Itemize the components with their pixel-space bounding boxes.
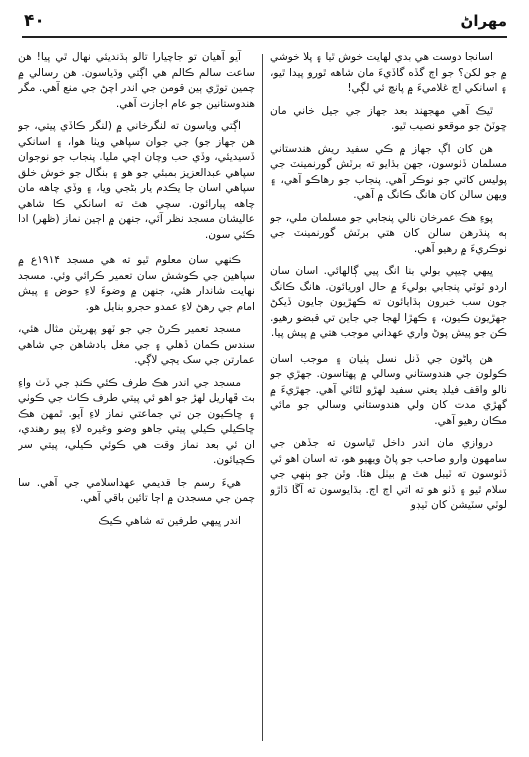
paragraph: هن کان اڳ جهاز ۾ ڪي سفيد ريش هندستاني مسلمان ڏٺوسون، جهن بڌايو ته برٽش گورنمينٽ جي پوليس کاتي جو نوڪر آهي. پنجاب جو رهاڪو آهي، ۽ ويهن سالن کان هانگ ڪانگ ۾ آهي. xyxy=(270,142,507,201)
paragraph: دروازي مان اندر داخل ٿياسون ته جڏهن جي سامهون وارو صاحب جو پاڻ ويهيو هو، ته اسان اهو ئي ڏٺوسون ته ٽيبل هٿ ۾ بيٺل هئا. وٿن جو ٻنهي جي سلام ٿيو ۽ ڏٺو هو ته اتي اڄ اڄ. بڌايوسون ته آڱا ڌاڙو لوٽي سٽيشن کان ٽيڊو xyxy=(270,437,507,511)
paragraph: اسانجا دوست هي بدي لهايت خوش ٿيا ۽ پلا خوشي ۾ جو لکن؟ جو اڄ گڏه گاڏيءَ مان شاهه ٿورو پيدا ٿيو، ۽ اسانکي اڄ غلاميءَ ۾ پانچ ئي لڳي! xyxy=(270,51,507,94)
right-text-column xyxy=(270,50,507,745)
paragraph: ڪنهي سان معلوم ٿيو ته هي مسجد ۱۹۱۴ع ۾ سپاهين جي ڪوشش سان تعمير ڪرائي وئي. مسجد نهايت شاندار هئي، جنهن ۾ وضوءَ لاءِ حوض ۽ پيش امام جي رهڻ لاءِ عمدو حجرو بنايل هو. xyxy=(18,254,255,313)
paragraph: ٿيڪ آهي مهجهند بعد جهاز جي جيل خاني مان ڇوٽڻ جو موقعو نصيب ٿيو. xyxy=(270,104,507,132)
paragraph: ڀيهي چيپي بولي بنا انگ پيي ڳالهائي. اسان سان اردو ٽوٽي پنجابي بوليءَ ۾ حال اوريائون. هانگ ڪانگ جون سب خبرون ٻڌايائون ته ڪهڙيون جايون ڏيکڻ جهڙيون ڪيون، ۽ ڪهڙا لهجا جي جاين تي قبضو رهيو. ڪن جو پيش پوڻ واري عهداني موجب هتي ۾ پيش پيا. xyxy=(270,265,507,339)
column-divider xyxy=(262,54,263,741)
page-number: ۴۰ xyxy=(24,11,45,31)
paragraph: هن پاڻون جي ڏنل نسل پٺيان ۽ موجب اسان ڪولون جي هندوستاني وسالي ۾ پهتاسون. جهڙي جو نالو واقف فيلڊ يعني سفيد لهڙو لٿائي آهي. جهڙيءَ ۾ گهڙي مدت کان ولي هندوستاني وسالي جو مائي مڪان رهيو آهي. xyxy=(270,352,507,427)
paragraph: مسجد جي اندر هڪ طرف ڪئي ڪنڊ جي ڏٺ واءِ بٽ ڦهاريل لهڙ جو اهو ئي پيتي طرف ڪاٺ جي ڪوٺي ۽ ڇاڪيون جن تي جماعتي نماز لاءِ آيو. ٿمهن هڪ ڇاڪيلي ڪيلي پيتي جاهو وضو وغيره لاءِ پيو رهندي، ان ئي بعد نماز وقت هي ڪوئي ڪيلي، پيتي سر ڪچيائون. xyxy=(18,376,255,466)
header-rule xyxy=(22,36,507,38)
paragraph: هيءَ رسم جا قديمي عهداسلامي جي آهي. سا چمن جي مسجدن ۾ اڄا تائين باقي آهي. xyxy=(18,476,255,504)
paragraph: اندر ڀيهي طرفين ته شاهي ڪيڪ xyxy=(98,514,241,527)
left-text-column xyxy=(18,50,255,745)
paragraph: مسجد تعمير ڪرڻ جي جو ٽهو پهريٽن مثال هئي، سندس ڪمان ڏهلي ۽ جي مغل بادشاهن جي شاهي عمارتن جي سک يڄي لاڳي. xyxy=(18,323,255,366)
paragraph: پوءِ هڪ عمرخان نالي پنجابي جو مسلمان ملي، جو ٻه پنڌرهن سالن کان هتي برٽش گورنمينٽ جي نوڪريءَ ۾ رهيو آهي. xyxy=(270,211,507,255)
paragraph: اڳتي وياسون ته لنگرخاني ۾ (لنگر ڪاڏي پيتي، جو هن جهاز جو) جي جوان سپاهي ويٺا هوا، ۽ اسانکي ڏسيديئي، وڏي حب وچان اچي مليا. پنجاب جو نوجوان سپاهي عبدالعزيز بمبئي جو هو ۽ بنگال جو خوش خلق سپاهي اسان جا يڪدم يار بڻجي ويا، ۽ وڏي چاهه مان چاهه پيارائون. سچي هٿ ته اسانکي ڪا شاهي عاليشان مسجد نظر آئي، جنهن ۾ اڄين نماز (ظهر) ادا ڪئي سون. xyxy=(18,120,255,241)
page-header xyxy=(24,8,507,34)
running-title: مهراڻ xyxy=(460,12,507,30)
paragraph: آيو آهيان تو جاچيارا تالو ٻڌنديئي نهال ٿي پيا! هن ساعت سالم ڪالم هي اڳتي وڌياسون. هن رسالي ۾ چمين توڙي ٻين قومن جي اندر اچڻ جي منع آهي. مگر هندوستانين جو عام اجازت آهي. xyxy=(18,51,255,110)
